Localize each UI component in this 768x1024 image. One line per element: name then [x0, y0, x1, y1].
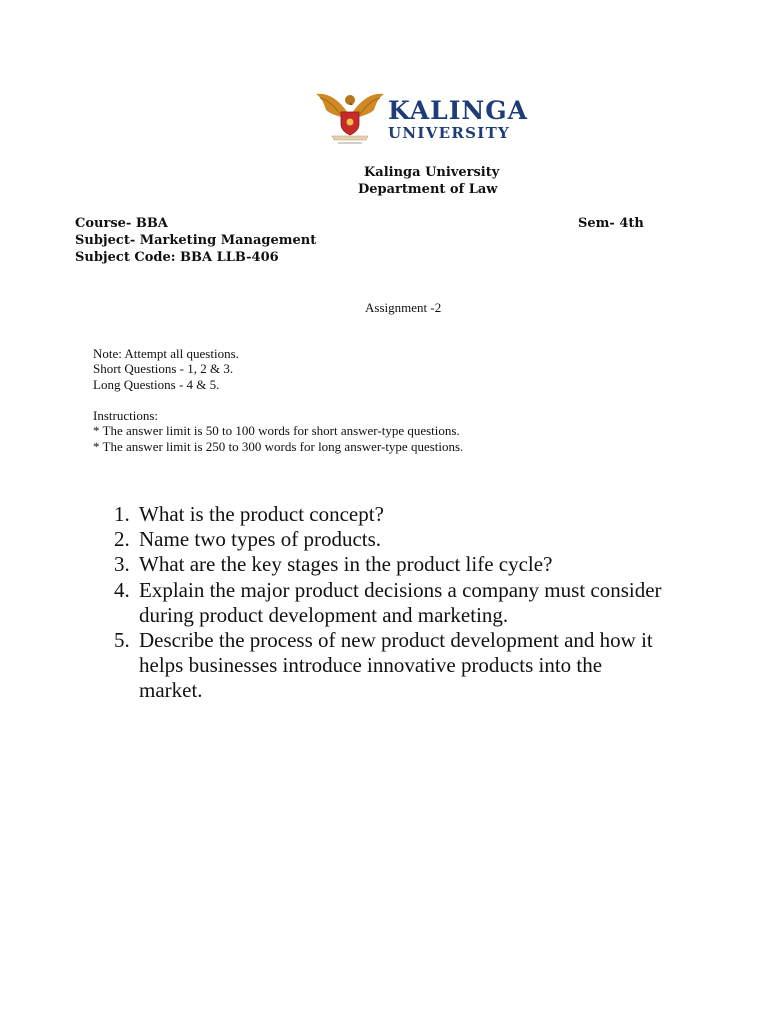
question-list: [104, 502, 664, 704]
logo-line-1: KALINGA: [388, 96, 528, 125]
question-number: 4.: [114, 577, 130, 602]
question-item: [104, 552, 664, 577]
note-line: Note: Attempt all questions.: [93, 346, 239, 361]
question-item: [104, 502, 664, 527]
university-logo: [314, 86, 534, 150]
question-number: 5.: [114, 628, 130, 653]
short-questions-line: Short Questions - 1, 2 & 3.: [93, 361, 234, 376]
question-text: What is the product concept?: [139, 502, 384, 526]
eagle-emblem-icon: [314, 86, 386, 148]
question-text: Explain the major product decisions a company must consider during product development and marketing.: [139, 577, 662, 627]
instruction-item: * The answer limit is 250 to 300 words for long answer-type questions.: [93, 439, 464, 454]
question-number: 2.: [114, 527, 130, 552]
long-questions-line: Long Questions - 4 & 5.: [93, 377, 220, 392]
question-text: Describe the process of new product development and how it helps businesses introduce innovative products into the market.: [139, 628, 653, 703]
question-text: Name two types of products.: [139, 527, 382, 552]
subject-label: Subject- Marketing Management: [75, 233, 317, 248]
course-label: Course- BBA: [75, 216, 168, 231]
logo-line-2: UNIVERSITY: [388, 124, 511, 142]
subject-code-label: Subject Code: BBA LLB-406: [75, 250, 279, 265]
university-name: Kalinga University: [364, 165, 500, 180]
instructions-heading: Instructions:: [93, 408, 158, 423]
instruction-item: * The answer limit is 50 to 100 words for short answer-type questions.: [93, 423, 460, 438]
question-number: 3.: [114, 552, 130, 577]
semester-label: Sem- 4th: [578, 216, 644, 231]
logo-wordmark: [388, 98, 528, 141]
question-item: [104, 628, 664, 704]
question-item: [104, 578, 664, 628]
question-item: [104, 527, 664, 552]
assignment-title: Assignment -2: [365, 300, 442, 315]
question-number: 1.: [114, 502, 130, 526]
question-text: What are the key stages in the product life cycle?: [139, 552, 553, 577]
department-name: Department of Law: [358, 182, 498, 197]
